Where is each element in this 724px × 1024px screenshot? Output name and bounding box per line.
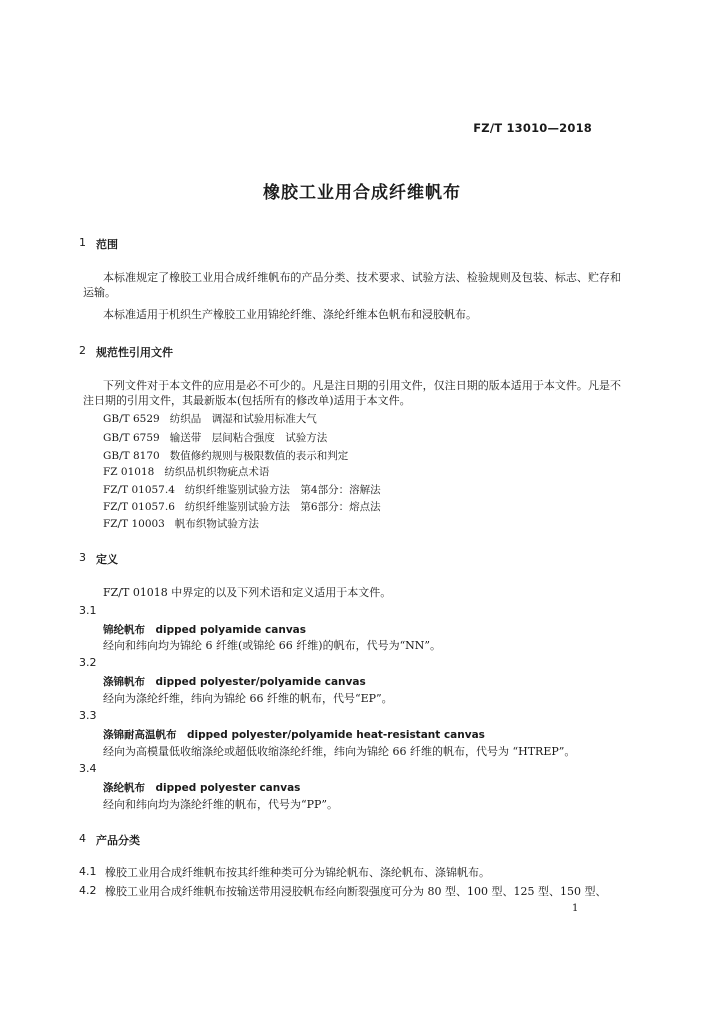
section-number: 4 — [79, 832, 86, 845]
section-2-heading — [79, 344, 379, 360]
section-3-intro: FZ/T 01018 中界定的以及下列术语和定义适用于本文件。 — [103, 586, 392, 599]
term-entry: 涤锦帆布 dipped polyester/polyamide canvas — [103, 676, 366, 688]
reference-title: 纺织纤维鉴别试验方法 第4部分：溶解法 — [184, 484, 381, 496]
section-1-paragraph: 本标准规定了橡胶工业用合成纤维帆布的产品分类、技术要求、试验方法、检验规则及包装、标志、贮存和运输。 — [83, 271, 621, 299]
normative-reference — [103, 411, 317, 426]
reference-code: FZ/T 10003 — [103, 518, 165, 530]
reference-title: 纺织品 调湿和试验用标准大气 — [169, 413, 317, 425]
term-entry: 涤锦耐高温帆布 dipped polyester/polyamide heat-resistant canvas — [103, 729, 485, 741]
clause-number: 3.4 — [79, 762, 97, 775]
reference-code: GB/T 6529 — [103, 413, 160, 425]
term-definition: 经向为涤纶纤维，纬向为锦纶 66 纤维的帆布，代号“EP”。 — [103, 692, 393, 705]
normative-reference — [103, 482, 381, 497]
reference-code: FZ/T 01057.6 — [103, 501, 175, 513]
section-title: 产品分类 — [96, 834, 140, 847]
reference-title: 数值修约规则与极限数值的表示和判定 — [169, 450, 349, 462]
clause-number: 3.1 — [79, 604, 97, 617]
clause-number: 3.2 — [79, 656, 97, 669]
document-title: 橡胶工业用合成纤维帆布 — [263, 183, 461, 203]
section-3-heading — [79, 551, 379, 567]
section-number: 1 — [79, 236, 86, 249]
section-number: 3 — [79, 551, 86, 564]
reference-title: 帆布织物试验方法 — [174, 518, 259, 530]
clause-number: 4.1 — [79, 865, 97, 878]
reference-code: GB/T 8170 — [103, 450, 160, 462]
section-title: 定义 — [96, 553, 118, 566]
section-2-intro: 下列文件对于本文件的应用是必不可少的。凡是注日期的引用文件，仅注日期的版本适用于本文件。凡是不注日期的引用文件，其最新版本(包括所有的修改单)适用于本文件。 — [83, 379, 621, 407]
reference-title: 纺织纤维鉴别试验方法 第6部分：熔点法 — [184, 501, 381, 513]
section-number: 2 — [79, 344, 86, 357]
clause-text: 橡胶工业用合成纤维帆布按输送带用浸胶帆布经向断裂强度可分为 80 型、100 型、125 型、150 型、 — [105, 885, 607, 898]
page-number: 1 — [572, 903, 579, 914]
standard-number: FZ/T 13010—2018 — [473, 121, 592, 135]
normative-reference — [103, 448, 348, 463]
term-definition: 经向和纬向均为锦纶 6 纤维(或锦纶 66 纤维)的帆布，代号为“NN”。 — [103, 639, 442, 652]
normative-reference — [103, 516, 259, 531]
section-1-heading — [79, 236, 379, 252]
section-title: 规范性引用文件 — [96, 346, 173, 359]
term-definition: 经向和纬向均为涤纶纤维的帆布，代号为“PP”。 — [103, 798, 339, 811]
reference-code: GB/T 6759 — [103, 432, 160, 444]
reference-code: FZ/T 01057.4 — [103, 484, 175, 496]
reference-title: 纺织品机织物疵点术语 — [164, 466, 270, 478]
clause-number: 3.3 — [79, 709, 97, 722]
reference-code: FZ 01018 — [103, 466, 155, 478]
section-1-paragraph: 本标准适用于机织生产橡胶工业用锦纶纤维、涤纶纤维本色帆布和浸胶帆布。 — [103, 308, 477, 321]
clause-number: 4.2 — [79, 884, 97, 897]
normative-reference — [103, 499, 381, 514]
reference-title: 输送带 层间粘合强度 试验方法 — [169, 432, 328, 444]
section-title: 范围 — [96, 238, 118, 251]
term-definition: 经向为高模量低收缩涤纶或超低收缩涤纶纤维，纬向为锦纶 66 纤维的帆布，代号为 “HTREP”。 — [103, 745, 576, 758]
section-4-heading — [79, 832, 379, 848]
term-entry: 锦纶帆布 dipped polyamide canvas — [103, 624, 306, 636]
term-entry: 涤纶帆布 dipped polyester canvas — [103, 782, 301, 794]
normative-reference — [103, 430, 327, 445]
normative-reference — [103, 464, 269, 479]
clause-text: 橡胶工业用合成纤维帆布按其纤维种类可分为锦纶帆布、涤纶帆布、涤锦帆布。 — [105, 866, 490, 879]
